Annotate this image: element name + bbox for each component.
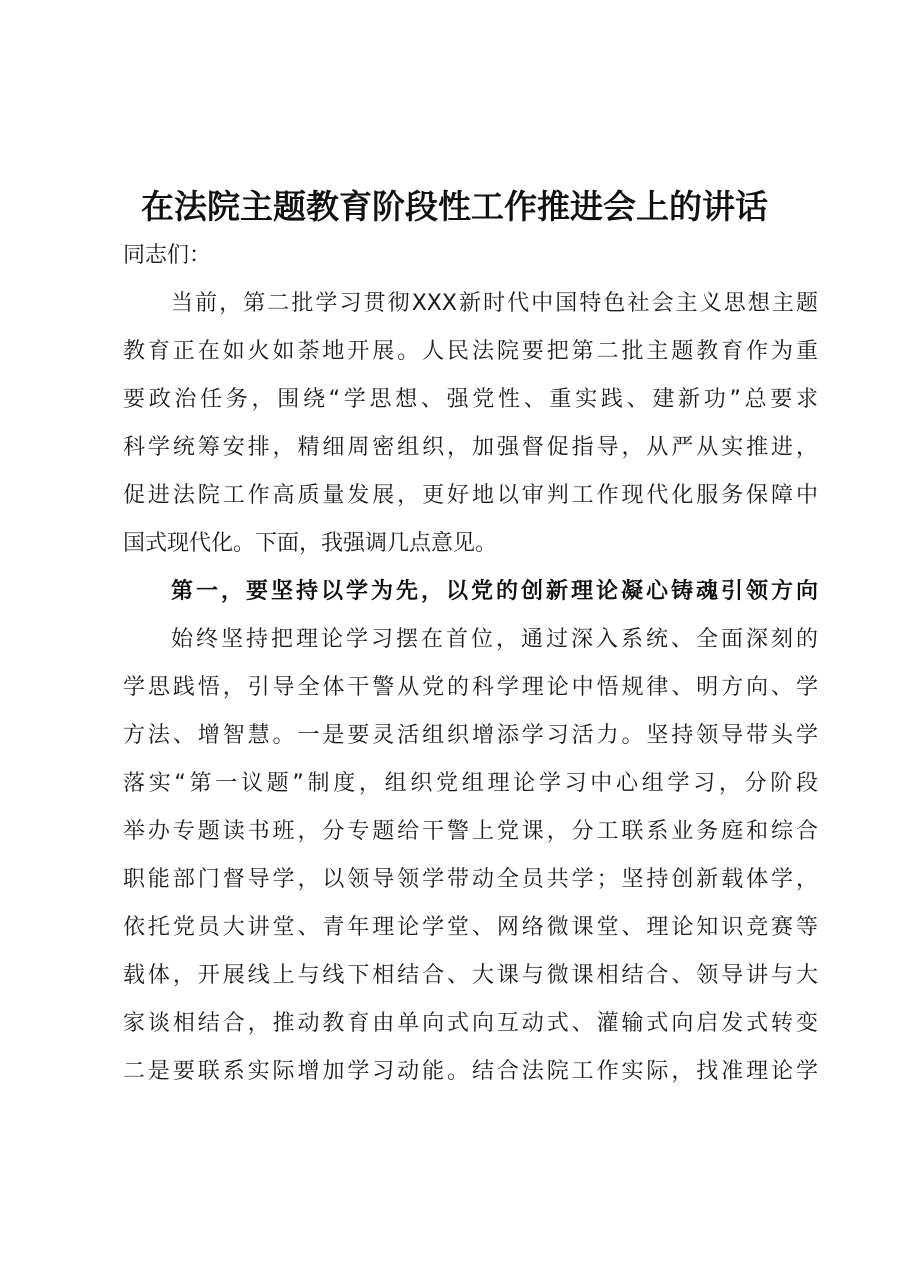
paragraph-line: 落实“第一议题”制度，组织党组理论学习中心组学习，分阶段 xyxy=(123,771,818,796)
section-heading: 第一，要坚持以学为先，以党的创新理论凝心铸魂引领方向 xyxy=(171,579,818,604)
document-body xyxy=(123,232,818,1096)
paragraph-line: 职能部门督导学，以领导领学带动全员共学；坚持创新载体学， xyxy=(123,867,818,892)
paragraph-line: 家谈相结合，推动教育由单向式向互动式、灌输式向启发式转变 xyxy=(123,1011,818,1036)
paragraph-line: 始终坚持把理论学习摆在首位，通过深入系统、全面深刻的 xyxy=(171,627,818,652)
paragraph-line: 国式现代化。下面，我强调几点意见。 xyxy=(123,531,498,556)
paragraph-line: 要政治任务，围绕“学思想、强党性、重实践、建新功”总要求 xyxy=(123,387,818,412)
paragraph-line: 方法、增智慧。一是要灵活组织增添学习活力。坚持领导带头学 xyxy=(123,723,818,748)
document-title: 在法院主题教育阶段性工作推进会上的讲话 xyxy=(141,187,768,226)
paragraph-line: 二是要联系实际增加学习动能。结合法院工作实际，找准理论学 xyxy=(123,1059,818,1084)
paragraph-line: 教育正在如火如荼地开展。人民法院要把第二批主题教育作为重 xyxy=(123,339,818,364)
paragraph-line: 举办专题读书班，分专题给干警上党课，分工联系业务庭和综合 xyxy=(123,819,818,844)
salutation: 同志们： xyxy=(123,243,212,268)
paragraph-line: 促进法院工作高质量发展，更好地以审判工作现代化服务保障中 xyxy=(123,483,818,508)
paragraph-line: 载体，开展线上与线下相结合、大课与微课相结合、领导讲与大 xyxy=(123,963,818,988)
paragraph-line: 科学统筹安排，精细周密组织，加强督促指导，从严从实推进， xyxy=(123,435,818,460)
paragraph-line: 依托党员大讲堂、青年理论学堂、网络微课堂、理论知识竞赛等 xyxy=(123,915,818,940)
paragraph-line: 当前，第二批学习贯彻XXX新时代中国特色社会主义思想主题 xyxy=(171,291,818,316)
paragraph-line: 学思践悟，引导全体干警从党的科学理论中悟规律、明方向、学 xyxy=(123,675,818,700)
